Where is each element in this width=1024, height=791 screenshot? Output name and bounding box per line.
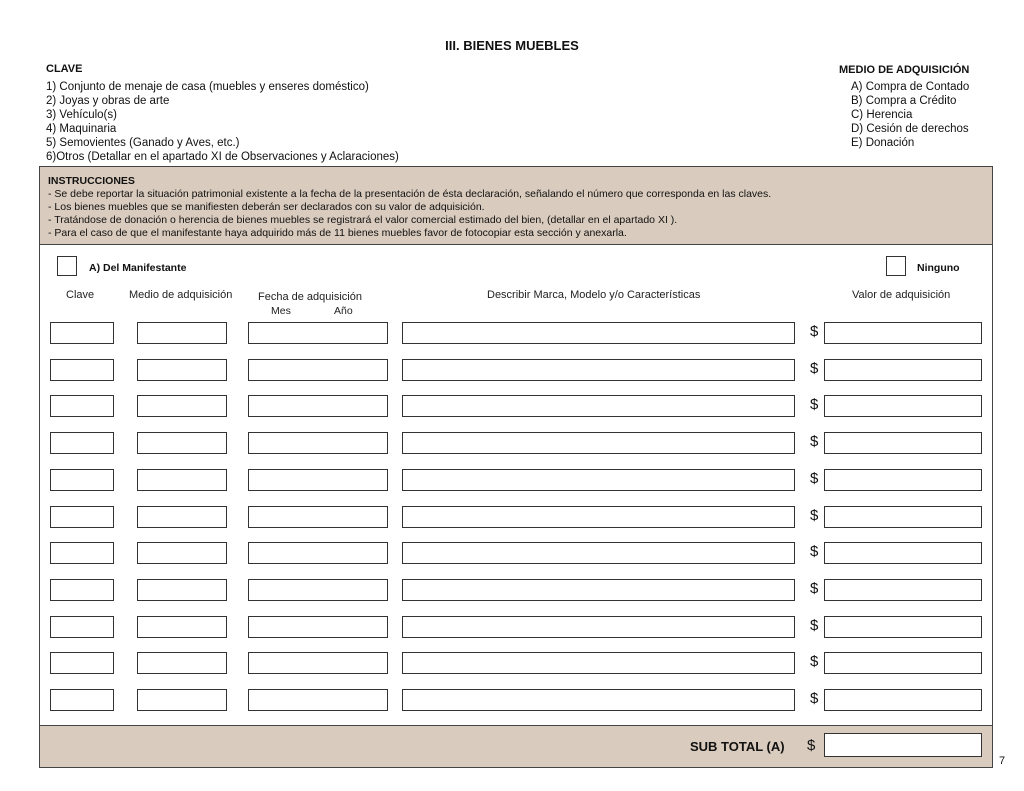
medio-field[interactable] [137, 689, 227, 711]
descripcion-field[interactable] [402, 322, 795, 344]
fecha-field[interactable] [248, 506, 388, 528]
medio-field[interactable] [137, 395, 227, 417]
col-header-medio: Medio de adquisición [129, 289, 233, 301]
medio-item: E) Donación [851, 137, 915, 149]
valor-field[interactable] [824, 359, 982, 381]
clave-field[interactable] [50, 616, 114, 638]
fecha-field[interactable] [248, 469, 388, 491]
descripcion-field[interactable] [402, 579, 795, 601]
clave-item: 5) Semovientes (Ganado y Aves, etc.) [46, 137, 240, 149]
instruction-line: - Tratándose de donación o herencia de bienes muebles se registrará el valor comercial estimado del bien, (detallar en el apartado XI ). [48, 214, 678, 226]
clave-item: 6)Otros (Detallar en el apartado XI de Observaciones y Aclaraciones) [46, 151, 399, 163]
fecha-field[interactable] [248, 689, 388, 711]
instruction-line: - Para el caso de que el manifestante haya adquirido más de 11 bienes muebles favor de fotocopiar esta sección y anexarla. [48, 227, 627, 239]
descripcion-field[interactable] [402, 469, 795, 491]
clave-field[interactable] [50, 542, 114, 564]
currency-symbol: $ [810, 360, 819, 377]
clave-field[interactable] [50, 432, 114, 454]
valor-field[interactable] [824, 616, 982, 638]
clave-list [46, 80, 399, 164]
descripcion-field[interactable] [402, 359, 795, 381]
instruction-line: - Se debe reportar la situación patrimonial existente a la fecha de la presentación de ésta declaración, señalando el número que corresponda en las claves. [48, 188, 772, 200]
subtotal-label: SUB TOTAL (A) [690, 739, 785, 754]
descripcion-field[interactable] [402, 616, 795, 638]
valor-field[interactable] [824, 432, 982, 454]
fecha-field[interactable] [248, 616, 388, 638]
form-frame [39, 166, 993, 768]
valor-field[interactable] [824, 652, 982, 674]
descripcion-field[interactable] [402, 506, 795, 528]
medio-field[interactable] [137, 322, 227, 344]
clave-field[interactable] [50, 359, 114, 381]
col-header-valor: Valor de adquisición [852, 289, 951, 301]
currency-symbol: $ [810, 653, 819, 670]
medio-item: C) Herencia [851, 109, 913, 121]
currency-symbol: $ [810, 617, 819, 634]
descripcion-field[interactable] [402, 652, 795, 674]
medio-heading: MEDIO DE ADQUISICIÓN [839, 64, 970, 76]
section-title: III. BIENES MUEBLES [445, 38, 579, 53]
currency-symbol: $ [810, 507, 819, 524]
col-header-descripcion: Describir Marca, Modelo y/o Características [487, 289, 701, 301]
fecha-field[interactable] [248, 579, 388, 601]
ninguno-label: Ninguno [917, 262, 960, 274]
fecha-field[interactable] [248, 322, 388, 344]
currency-symbol: $ [810, 396, 819, 413]
clave-field[interactable] [50, 469, 114, 491]
descripcion-field[interactable] [402, 689, 795, 711]
col-header-clave: Clave [66, 289, 95, 301]
clave-heading: CLAVE [46, 63, 83, 75]
page-number: 7 [999, 755, 1006, 767]
currency-symbol: $ [810, 690, 819, 707]
medio-item: D) Cesión de derechos [851, 123, 969, 135]
medio-field[interactable] [137, 616, 227, 638]
col-header-anio: Año [334, 305, 353, 317]
medio-field[interactable] [137, 432, 227, 454]
currency-symbol: $ [810, 543, 819, 560]
valor-field[interactable] [824, 542, 982, 564]
instructions-heading: INSTRUCCIONES [48, 175, 135, 187]
subtotal-currency: $ [807, 737, 816, 754]
medio-field[interactable] [137, 469, 227, 491]
medio-field[interactable] [137, 652, 227, 674]
clave-item: 4) Maquinaria [46, 123, 117, 135]
currency-symbol: $ [810, 323, 819, 340]
clave-field[interactable] [50, 579, 114, 601]
medio-field[interactable] [137, 506, 227, 528]
medio-field[interactable] [137, 542, 227, 564]
clave-field[interactable] [50, 506, 114, 528]
medio-field[interactable] [137, 579, 227, 601]
descripcion-field[interactable] [402, 542, 795, 564]
clave-field[interactable] [50, 652, 114, 674]
currency-symbol: $ [810, 580, 819, 597]
currency-symbol: $ [810, 433, 819, 450]
valor-field[interactable] [824, 506, 982, 528]
subtotal-field[interactable] [824, 733, 982, 757]
valor-field[interactable] [824, 322, 982, 344]
currency-symbol: $ [810, 470, 819, 487]
fecha-field[interactable] [248, 359, 388, 381]
instructions-panel [40, 167, 992, 245]
valor-field[interactable] [824, 469, 982, 491]
manifestante-checkbox[interactable] [57, 256, 77, 276]
medio-item: A) Compra de Contado [851, 81, 970, 93]
fecha-field[interactable] [248, 395, 388, 417]
instruction-line: - Los bienes muebles que se manifiesten deberán ser declarados con su valor de adquisición. [48, 201, 485, 213]
clave-item: 2) Joyas y obras de arte [46, 95, 170, 107]
clave-item: 3) Vehículo(s) [46, 109, 117, 121]
medio-item: B) Compra a Crédito [851, 95, 957, 107]
clave-field[interactable] [50, 322, 114, 344]
descripcion-field[interactable] [402, 395, 795, 417]
valor-field[interactable] [824, 689, 982, 711]
ninguno-checkbox[interactable] [886, 256, 906, 276]
col-header-fecha: Fecha de adquisición [258, 291, 362, 303]
descripcion-field[interactable] [402, 432, 795, 454]
clave-item: 1) Conjunto de menaje de casa (muebles y enseres doméstico) [46, 81, 369, 93]
fecha-field[interactable] [248, 652, 388, 674]
col-header-mes: Mes [271, 305, 291, 317]
valor-field[interactable] [824, 395, 982, 417]
medio-field[interactable] [137, 359, 227, 381]
manifestante-label: A) Del Manifestante [89, 262, 187, 274]
fecha-field[interactable] [248, 542, 388, 564]
valor-field[interactable] [824, 579, 982, 601]
clave-field[interactable] [50, 395, 114, 417]
clave-field[interactable] [50, 689, 114, 711]
medio-list [851, 80, 969, 150]
fecha-field[interactable] [248, 432, 388, 454]
